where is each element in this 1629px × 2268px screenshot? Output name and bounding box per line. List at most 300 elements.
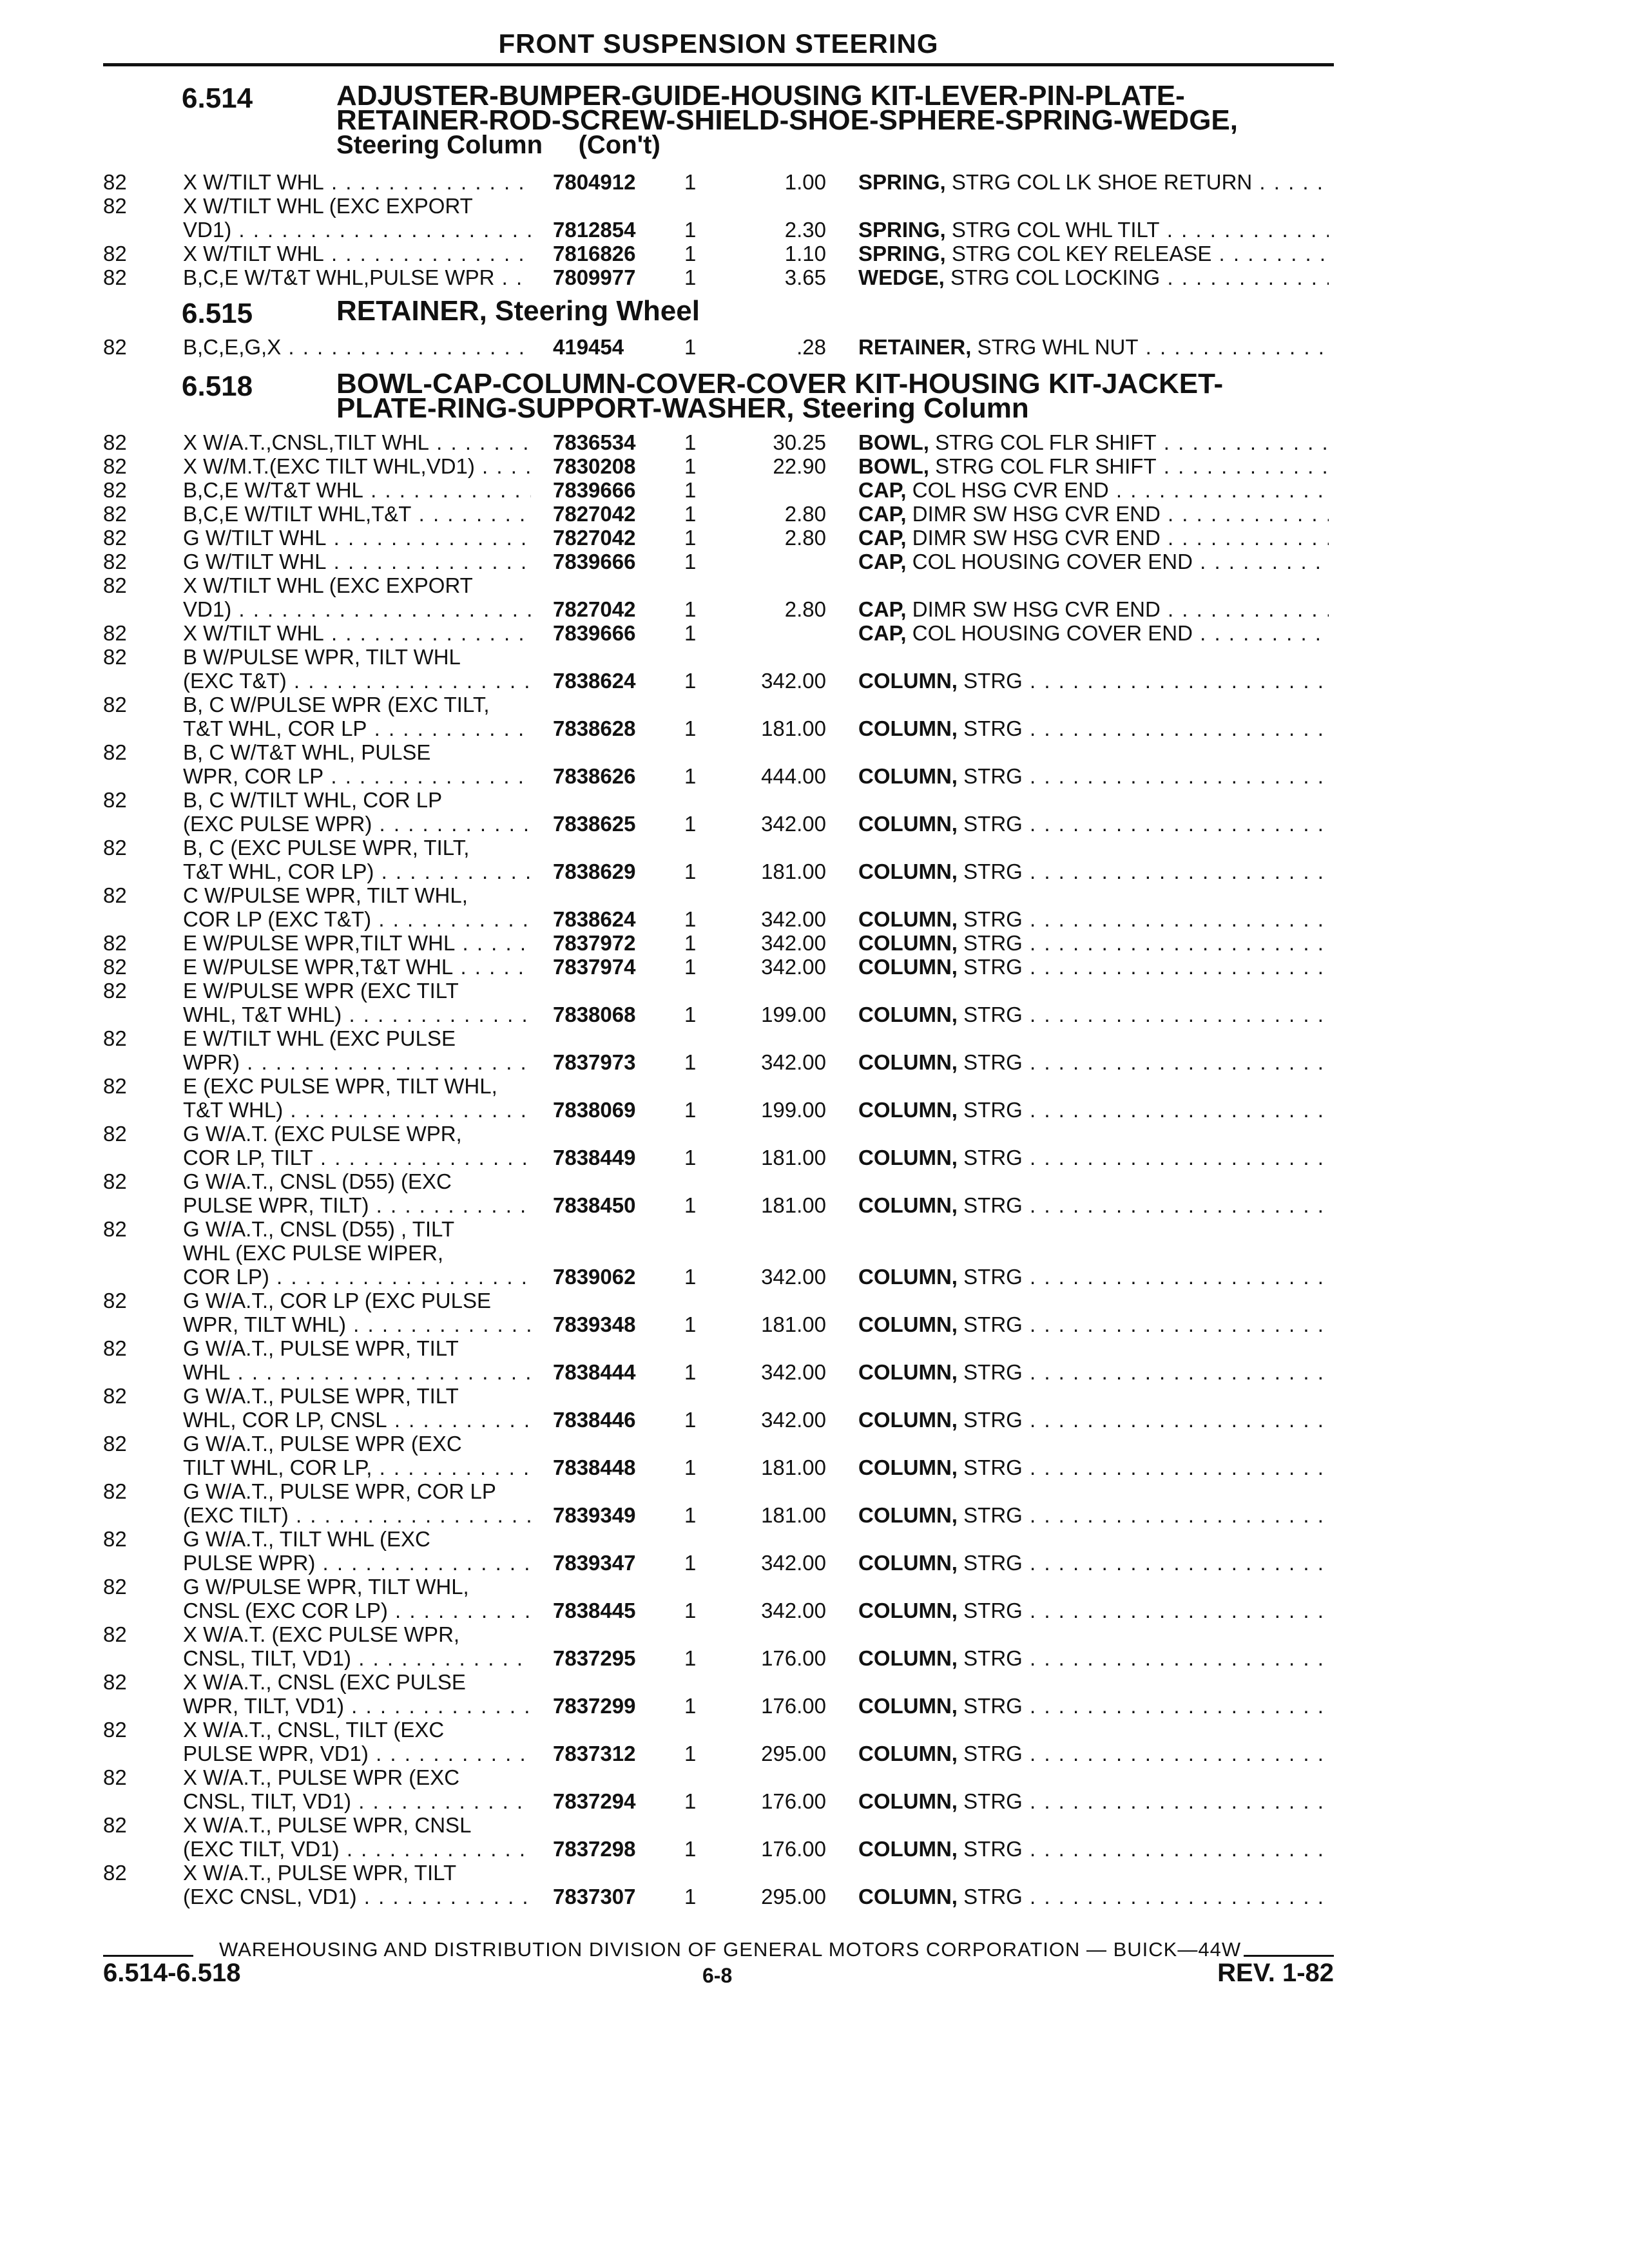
description-text: STRG . . .	[963, 1360, 1329, 1384]
application	[183, 1718, 531, 1765]
part-number: 7838448	[553, 1456, 636, 1479]
quantity: 1	[684, 764, 697, 788]
application-line: G W/A.T. (EXC PULSE WPR,	[183, 1122, 462, 1146]
description-noun: CAP,	[858, 550, 907, 573]
price: 176.00	[761, 1646, 826, 1670]
part-number: 7837973	[553, 1050, 636, 1074]
price: 2.80	[784, 502, 826, 526]
description-noun: COLUMN,	[858, 1098, 958, 1122]
description-text: STRG . . .	[963, 1694, 1329, 1718]
model-year: 82	[103, 955, 127, 979]
application	[183, 454, 531, 478]
part-number: 7812854	[553, 218, 636, 242]
application	[183, 550, 531, 573]
application	[183, 1026, 531, 1074]
quantity: 1	[684, 478, 697, 502]
part-number: 7837972	[553, 931, 636, 955]
price: 181.00	[761, 1503, 826, 1527]
description	[858, 1599, 1329, 1622]
application-line: G W/A.T., PULSE WPR (EXC	[183, 1432, 462, 1456]
application	[183, 740, 531, 788]
description-text: STRG WHL NUT . . .	[978, 335, 1329, 359]
model-year: 82	[103, 1336, 127, 1360]
table-row	[0, 883, 1629, 931]
description-noun: SPRING,	[858, 170, 946, 194]
table-row	[0, 550, 1629, 573]
description-noun: CAP,	[858, 502, 907, 526]
description	[858, 1503, 1329, 1527]
page-header-title: FRONT SUSPENSION STEERING	[498, 28, 939, 59]
application-line: WHL (EXC PULSE WIPER,	[183, 1241, 444, 1265]
application-line: T&T WHL, COR LP . . .	[183, 716, 531, 740]
model-year: 82	[103, 335, 127, 359]
quantity: 1	[684, 597, 697, 621]
quantity: 1	[684, 1312, 697, 1336]
description-noun: COLUMN,	[858, 1408, 958, 1432]
application-line: WHL, T&T WHL) . . .	[183, 1003, 531, 1026]
table-row	[0, 645, 1629, 693]
model-year: 82	[103, 526, 127, 550]
application-line: WPR, COR LP . . .	[183, 764, 531, 788]
model-year: 82	[103, 1765, 127, 1789]
model-year: 82	[103, 1861, 127, 1885]
model-year: 82	[103, 478, 127, 502]
price: 181.00	[761, 1146, 826, 1169]
description-noun: CAP,	[858, 597, 907, 621]
section-title-line: BOWL-CAP-COLUMN-COVER-COVER KIT-HOUSING KIT-JACKET-	[336, 368, 1224, 399]
footer-rule-right	[1244, 1955, 1334, 1957]
part-number: 7838626	[553, 764, 636, 788]
description-noun: COLUMN,	[858, 1646, 958, 1670]
description-text: STRG . . .	[963, 1265, 1329, 1289]
quantity: 1	[684, 1265, 697, 1289]
part-number: 7837974	[553, 955, 636, 979]
application	[183, 1384, 531, 1432]
description-noun: COLUMN,	[858, 669, 958, 693]
description-text: STRG . . .	[963, 1646, 1329, 1670]
application-line: B, C (EXC PULSE WPR, TILT,	[183, 836, 470, 860]
table-row	[0, 1122, 1629, 1169]
description-noun: COLUMN,	[858, 1003, 958, 1026]
quantity: 1	[684, 265, 697, 289]
application-line: G W/A.T., PULSE WPR, COR LP	[183, 1479, 496, 1503]
application	[183, 1813, 531, 1861]
description-text: STRG . . .	[963, 1742, 1329, 1765]
application	[183, 836, 531, 883]
price: 342.00	[761, 1599, 826, 1622]
application-line: T&T WHL, COR LP) . . .	[183, 860, 531, 883]
table-row	[0, 1527, 1629, 1575]
application-line: E W/PULSE WPR (EXC TILT	[183, 979, 459, 1003]
application-line: G W/A.T., CNSL (D55) (EXC	[183, 1169, 452, 1193]
model-year: 82	[103, 550, 127, 573]
description	[858, 716, 1329, 740]
description	[858, 1050, 1329, 1074]
application-line: B W/PULSE WPR, TILT WHL	[183, 645, 461, 669]
model-year: 82	[103, 1384, 127, 1408]
price: 176.00	[761, 1837, 826, 1861]
application-line: G W/TILT WHL . . .	[183, 550, 531, 573]
price: 342.00	[761, 907, 826, 931]
description	[858, 1551, 1329, 1575]
application	[183, 1289, 531, 1336]
footer-rule-left	[103, 1955, 193, 1957]
application-line: E (EXC PULSE WPR, TILT WHL,	[183, 1074, 497, 1098]
application	[183, 1432, 531, 1479]
description-text: STRG . . .	[963, 812, 1329, 836]
description	[858, 265, 1329, 289]
model-year: 82	[103, 883, 127, 907]
part-number: 7837299	[553, 1694, 636, 1718]
section-title-line: PLATE-RING-SUPPORT-WASHER,	[336, 392, 795, 424]
price: 1.10	[784, 242, 826, 265]
description-noun: COLUMN,	[858, 1360, 958, 1384]
table-row	[0, 573, 1629, 621]
description-noun: WEDGE,	[858, 265, 945, 289]
part-number: 7837295	[553, 1646, 636, 1670]
table-row	[0, 979, 1629, 1026]
part-number: 7827042	[553, 502, 636, 526]
application-line: VD1) . . .	[183, 218, 531, 242]
description	[858, 812, 1329, 836]
application-line: WPR, TILT, VD1) . . .	[183, 1694, 531, 1718]
quantity: 1	[684, 242, 697, 265]
table-row	[0, 430, 1629, 454]
application-line: G W/PULSE WPR, TILT WHL,	[183, 1575, 469, 1599]
model-year: 82	[103, 1718, 127, 1742]
description-noun: COLUMN,	[858, 1456, 958, 1479]
section-number: 6.514	[182, 82, 253, 114]
application	[183, 242, 531, 265]
section-title-rest: Steering Wheel	[495, 295, 700, 327]
description	[858, 1360, 1329, 1384]
description-noun: COLUMN,	[858, 1837, 958, 1861]
table-row	[0, 1336, 1629, 1384]
part-number: 7827042	[553, 597, 636, 621]
application-line: G W/A.T., TILT WHL (EXC	[183, 1527, 430, 1551]
part-number: 7838625	[553, 812, 636, 836]
application	[183, 1217, 531, 1289]
description-text: STRG . . .	[963, 955, 1329, 979]
description	[858, 430, 1329, 454]
price: 342.00	[761, 1408, 826, 1432]
description-noun: COLUMN,	[858, 1694, 958, 1718]
application-line: (EXC TILT, VD1) . . .	[183, 1837, 531, 1861]
application-line: (EXC T&T) . . .	[183, 669, 531, 693]
description	[858, 860, 1329, 883]
application	[183, 1479, 531, 1527]
description-text: STRG . . .	[963, 1551, 1329, 1575]
application-line: G W/A.T., CNSL (D55) , TILT	[183, 1217, 455, 1241]
price: 342.00	[761, 1551, 826, 1575]
description	[858, 1837, 1329, 1861]
table-row	[0, 621, 1629, 645]
description	[858, 1742, 1329, 1765]
application-line: PULSE WPR, TILT) . . .	[183, 1193, 531, 1217]
application-line: (EXC CNSL, VD1) . . .	[183, 1885, 531, 1908]
table-row	[0, 1575, 1629, 1622]
description	[858, 1003, 1329, 1026]
description-noun: RETAINER,	[858, 335, 972, 359]
quantity: 1	[684, 430, 697, 454]
model-year: 82	[103, 1527, 127, 1551]
quantity: 1	[684, 716, 697, 740]
application-line: B,C,E W/T&T WHL,PULSE WPR . . .	[183, 265, 531, 289]
quantity: 1	[684, 1360, 697, 1384]
price: 342.00	[761, 1050, 826, 1074]
quantity: 1	[684, 1503, 697, 1527]
description-noun: COLUMN,	[858, 1742, 958, 1765]
description-text: STRG . . .	[963, 907, 1329, 931]
price: 2.80	[784, 526, 826, 550]
price: 2.30	[784, 218, 826, 242]
application	[183, 883, 531, 931]
part-number: 7827042	[553, 526, 636, 550]
description-noun: COLUMN,	[858, 955, 958, 979]
application	[183, 1527, 531, 1575]
part-number: 7838624	[553, 907, 636, 931]
description-text: STRG . . .	[963, 1837, 1329, 1861]
table-row	[0, 1622, 1629, 1670]
application	[183, 573, 531, 621]
price: 342.00	[761, 1265, 826, 1289]
description-text: COL HSG CVR END . . .	[912, 478, 1329, 502]
quantity: 1	[684, 812, 697, 836]
quantity: 1	[684, 526, 697, 550]
section-title	[336, 80, 1238, 159]
description	[858, 1694, 1329, 1718]
description	[858, 1312, 1329, 1336]
application-line: X W/A.T. (EXC PULSE WPR,	[183, 1622, 460, 1646]
description-noun: COLUMN,	[858, 907, 958, 931]
description	[858, 1885, 1329, 1908]
price: 199.00	[761, 1003, 826, 1026]
application	[183, 502, 531, 526]
price: 30.25	[773, 430, 826, 454]
part-number: 7816826	[553, 242, 636, 265]
table-row	[0, 693, 1629, 740]
price: .28	[796, 335, 826, 359]
table-row	[0, 502, 1629, 526]
application-line: X W/A.T.,CNSL,TILT WHL . . .	[183, 430, 531, 454]
price: 342.00	[761, 812, 826, 836]
section-title-line: RETAINER-ROD-SCREW-SHIELD-SHOE-SPHERE-SPRING-WEDGE,	[336, 104, 1238, 136]
description-text: STRG . . .	[963, 1050, 1329, 1074]
description	[858, 454, 1329, 478]
part-number: 7839666	[553, 478, 636, 502]
footer-revision: REV. 1-82	[1217, 1959, 1334, 1987]
description-text: DIMR SW HSG CVR END . . .	[912, 597, 1329, 621]
description-text: STRG . . .	[963, 1456, 1329, 1479]
section-subtitle: Steering Column (Con't)	[336, 131, 660, 159]
model-year: 82	[103, 740, 127, 764]
part-number: 7836534	[553, 430, 636, 454]
section-title	[336, 295, 700, 327]
part-number: 7839666	[553, 550, 636, 573]
application-line: X W/A.T., CNSL (EXC PULSE	[183, 1670, 466, 1694]
description-noun: COLUMN,	[858, 1599, 958, 1622]
price: 295.00	[761, 1742, 826, 1765]
table-row	[0, 1289, 1629, 1336]
table-row	[0, 1813, 1629, 1861]
price: 181.00	[761, 1312, 826, 1336]
application-line: E W/TILT WHL (EXC PULSE	[183, 1026, 456, 1050]
description	[858, 597, 1329, 621]
model-year: 82	[103, 621, 127, 645]
price: 22.90	[773, 454, 826, 478]
application-line: CNSL (EXC COR LP) . . .	[183, 1599, 531, 1622]
description	[858, 1098, 1329, 1122]
description-noun: COLUMN,	[858, 1789, 958, 1813]
application	[183, 979, 531, 1026]
application	[183, 1670, 531, 1718]
description-text: STRG . . .	[963, 716, 1329, 740]
application-line: PULSE WPR, VD1) . . .	[183, 1742, 531, 1765]
description-noun: COLUMN,	[858, 764, 958, 788]
model-year: 82	[103, 645, 127, 669]
description	[858, 931, 1329, 955]
part-number: 7837307	[553, 1885, 636, 1908]
description-text: STRG COL WHL TILT . . .	[952, 218, 1329, 242]
description-text: STRG . . .	[963, 931, 1329, 955]
model-year: 82	[103, 1074, 127, 1098]
price: 342.00	[761, 669, 826, 693]
application-line: X W/A.T., PULSE WPR (EXC	[183, 1765, 460, 1789]
price: 342.00	[761, 931, 826, 955]
description-noun: COLUMN,	[858, 1193, 958, 1217]
model-year: 82	[103, 1575, 127, 1599]
table-row	[0, 1169, 1629, 1217]
application	[183, 430, 531, 454]
part-number: 7837298	[553, 1837, 636, 1861]
description-text: STRG . . .	[963, 1599, 1329, 1622]
application-line: (EXC PULSE WPR) . . .	[183, 812, 531, 836]
application	[183, 194, 531, 242]
part-number: 7838445	[553, 1599, 636, 1622]
part-number: 7838450	[553, 1193, 636, 1217]
description	[858, 1456, 1329, 1479]
application-line: X W/TILT WHL . . .	[183, 242, 531, 265]
description-text: STRG . . .	[963, 764, 1329, 788]
description-text: STRG . . .	[963, 1193, 1329, 1217]
application	[183, 1622, 531, 1670]
part-number: 7839062	[553, 1265, 636, 1289]
section-title	[336, 368, 1224, 424]
quantity: 1	[684, 218, 697, 242]
description-noun: BOWL,	[858, 454, 929, 478]
section-title-tail: Steering Column	[802, 392, 1029, 424]
part-number: 7839348	[553, 1312, 636, 1336]
table-row	[0, 1432, 1629, 1479]
description-text: COL HOUSING COVER END . . .	[912, 621, 1329, 645]
application-line: B,C,E,G,X . . .	[183, 335, 531, 359]
quantity: 1	[684, 1193, 697, 1217]
application-line: COR LP) . . .	[183, 1265, 531, 1289]
price: 181.00	[761, 1193, 826, 1217]
part-number: 7839347	[553, 1551, 636, 1575]
price: 342.00	[761, 1360, 826, 1384]
model-year: 82	[103, 836, 127, 860]
application-line: CNSL, TILT, VD1) . . .	[183, 1789, 531, 1813]
quantity: 1	[684, 669, 697, 693]
application-line: X W/TILT WHL . . .	[183, 170, 531, 194]
application-line: B, C W/PULSE WPR (EXC TILT,	[183, 693, 490, 716]
description-noun: COLUMN,	[858, 860, 958, 883]
table-row	[0, 1718, 1629, 1765]
description-noun: COLUMN,	[858, 812, 958, 836]
price: 176.00	[761, 1694, 826, 1718]
quantity: 1	[684, 1885, 697, 1908]
table-row	[0, 1384, 1629, 1432]
part-number: 7838069	[553, 1098, 636, 1122]
part-number: 7838629	[553, 860, 636, 883]
description-noun: SPRING,	[858, 218, 946, 242]
application-line: (EXC TILT) . . .	[183, 1503, 531, 1527]
quantity: 1	[684, 1646, 697, 1670]
quantity: 1	[684, 1837, 697, 1861]
model-year: 82	[103, 1169, 127, 1193]
model-year: 82	[103, 1813, 127, 1837]
table-row	[0, 1670, 1629, 1718]
table-row	[0, 1861, 1629, 1908]
section-title-line: ADJUSTER-BUMPER-GUIDE-HOUSING KIT-LEVER-PIN-PLATE-	[336, 80, 1185, 111]
application	[183, 170, 531, 194]
model-year: 82	[103, 502, 127, 526]
description-noun: COLUMN,	[858, 1551, 958, 1575]
application-line: G W/A.T., PULSE WPR, TILT	[183, 1384, 459, 1408]
table-row	[0, 931, 1629, 955]
description-text: STRG COL KEY RELEASE . . .	[952, 242, 1329, 265]
quantity: 1	[684, 621, 697, 645]
description-text: STRG . . .	[963, 860, 1329, 883]
table-row	[0, 170, 1629, 194]
application-line: WHL . . .	[183, 1360, 531, 1384]
model-year: 82	[103, 573, 127, 597]
description-text: STRG COL FLR SHIFT . . .	[935, 430, 1329, 454]
model-year: 82	[103, 979, 127, 1003]
part-number: 7838446	[553, 1408, 636, 1432]
part-number: 7837312	[553, 1742, 636, 1765]
description	[858, 218, 1329, 242]
model-year: 82	[103, 1217, 127, 1241]
application-line: PULSE WPR) . . .	[183, 1551, 531, 1575]
quantity: 1	[684, 1050, 697, 1074]
application-line: X W/TILT WHL . . .	[183, 621, 531, 645]
application-line: B,C,E W/TILT WHL,T&T . . .	[183, 502, 531, 526]
description	[858, 1193, 1329, 1217]
application	[183, 1861, 531, 1908]
price: 1.00	[784, 170, 826, 194]
quantity: 1	[684, 1694, 697, 1718]
model-year: 82	[103, 788, 127, 812]
quantity: 1	[684, 550, 697, 573]
application-line: X W/A.T., CNSL, TILT (EXC	[183, 1718, 445, 1742]
description-noun: COLUMN,	[858, 1312, 958, 1336]
section-number: 6.515	[182, 298, 253, 329]
application-line: B, C W/T&T WHL, PULSE	[183, 740, 431, 764]
application-line: X W/M.T.(EXC TILT WHL,VD1) . . .	[183, 454, 531, 478]
application	[183, 478, 531, 502]
application-line: WPR) . . .	[183, 1050, 531, 1074]
application	[183, 955, 531, 979]
application-line: X W/A.T., PULSE WPR, CNSL	[183, 1813, 472, 1837]
description-text: STRG . . .	[963, 669, 1329, 693]
table-row	[0, 1217, 1629, 1289]
model-year: 82	[103, 170, 127, 194]
description-noun: COLUMN,	[858, 1265, 958, 1289]
price: 3.65	[784, 265, 826, 289]
description	[858, 1789, 1329, 1813]
